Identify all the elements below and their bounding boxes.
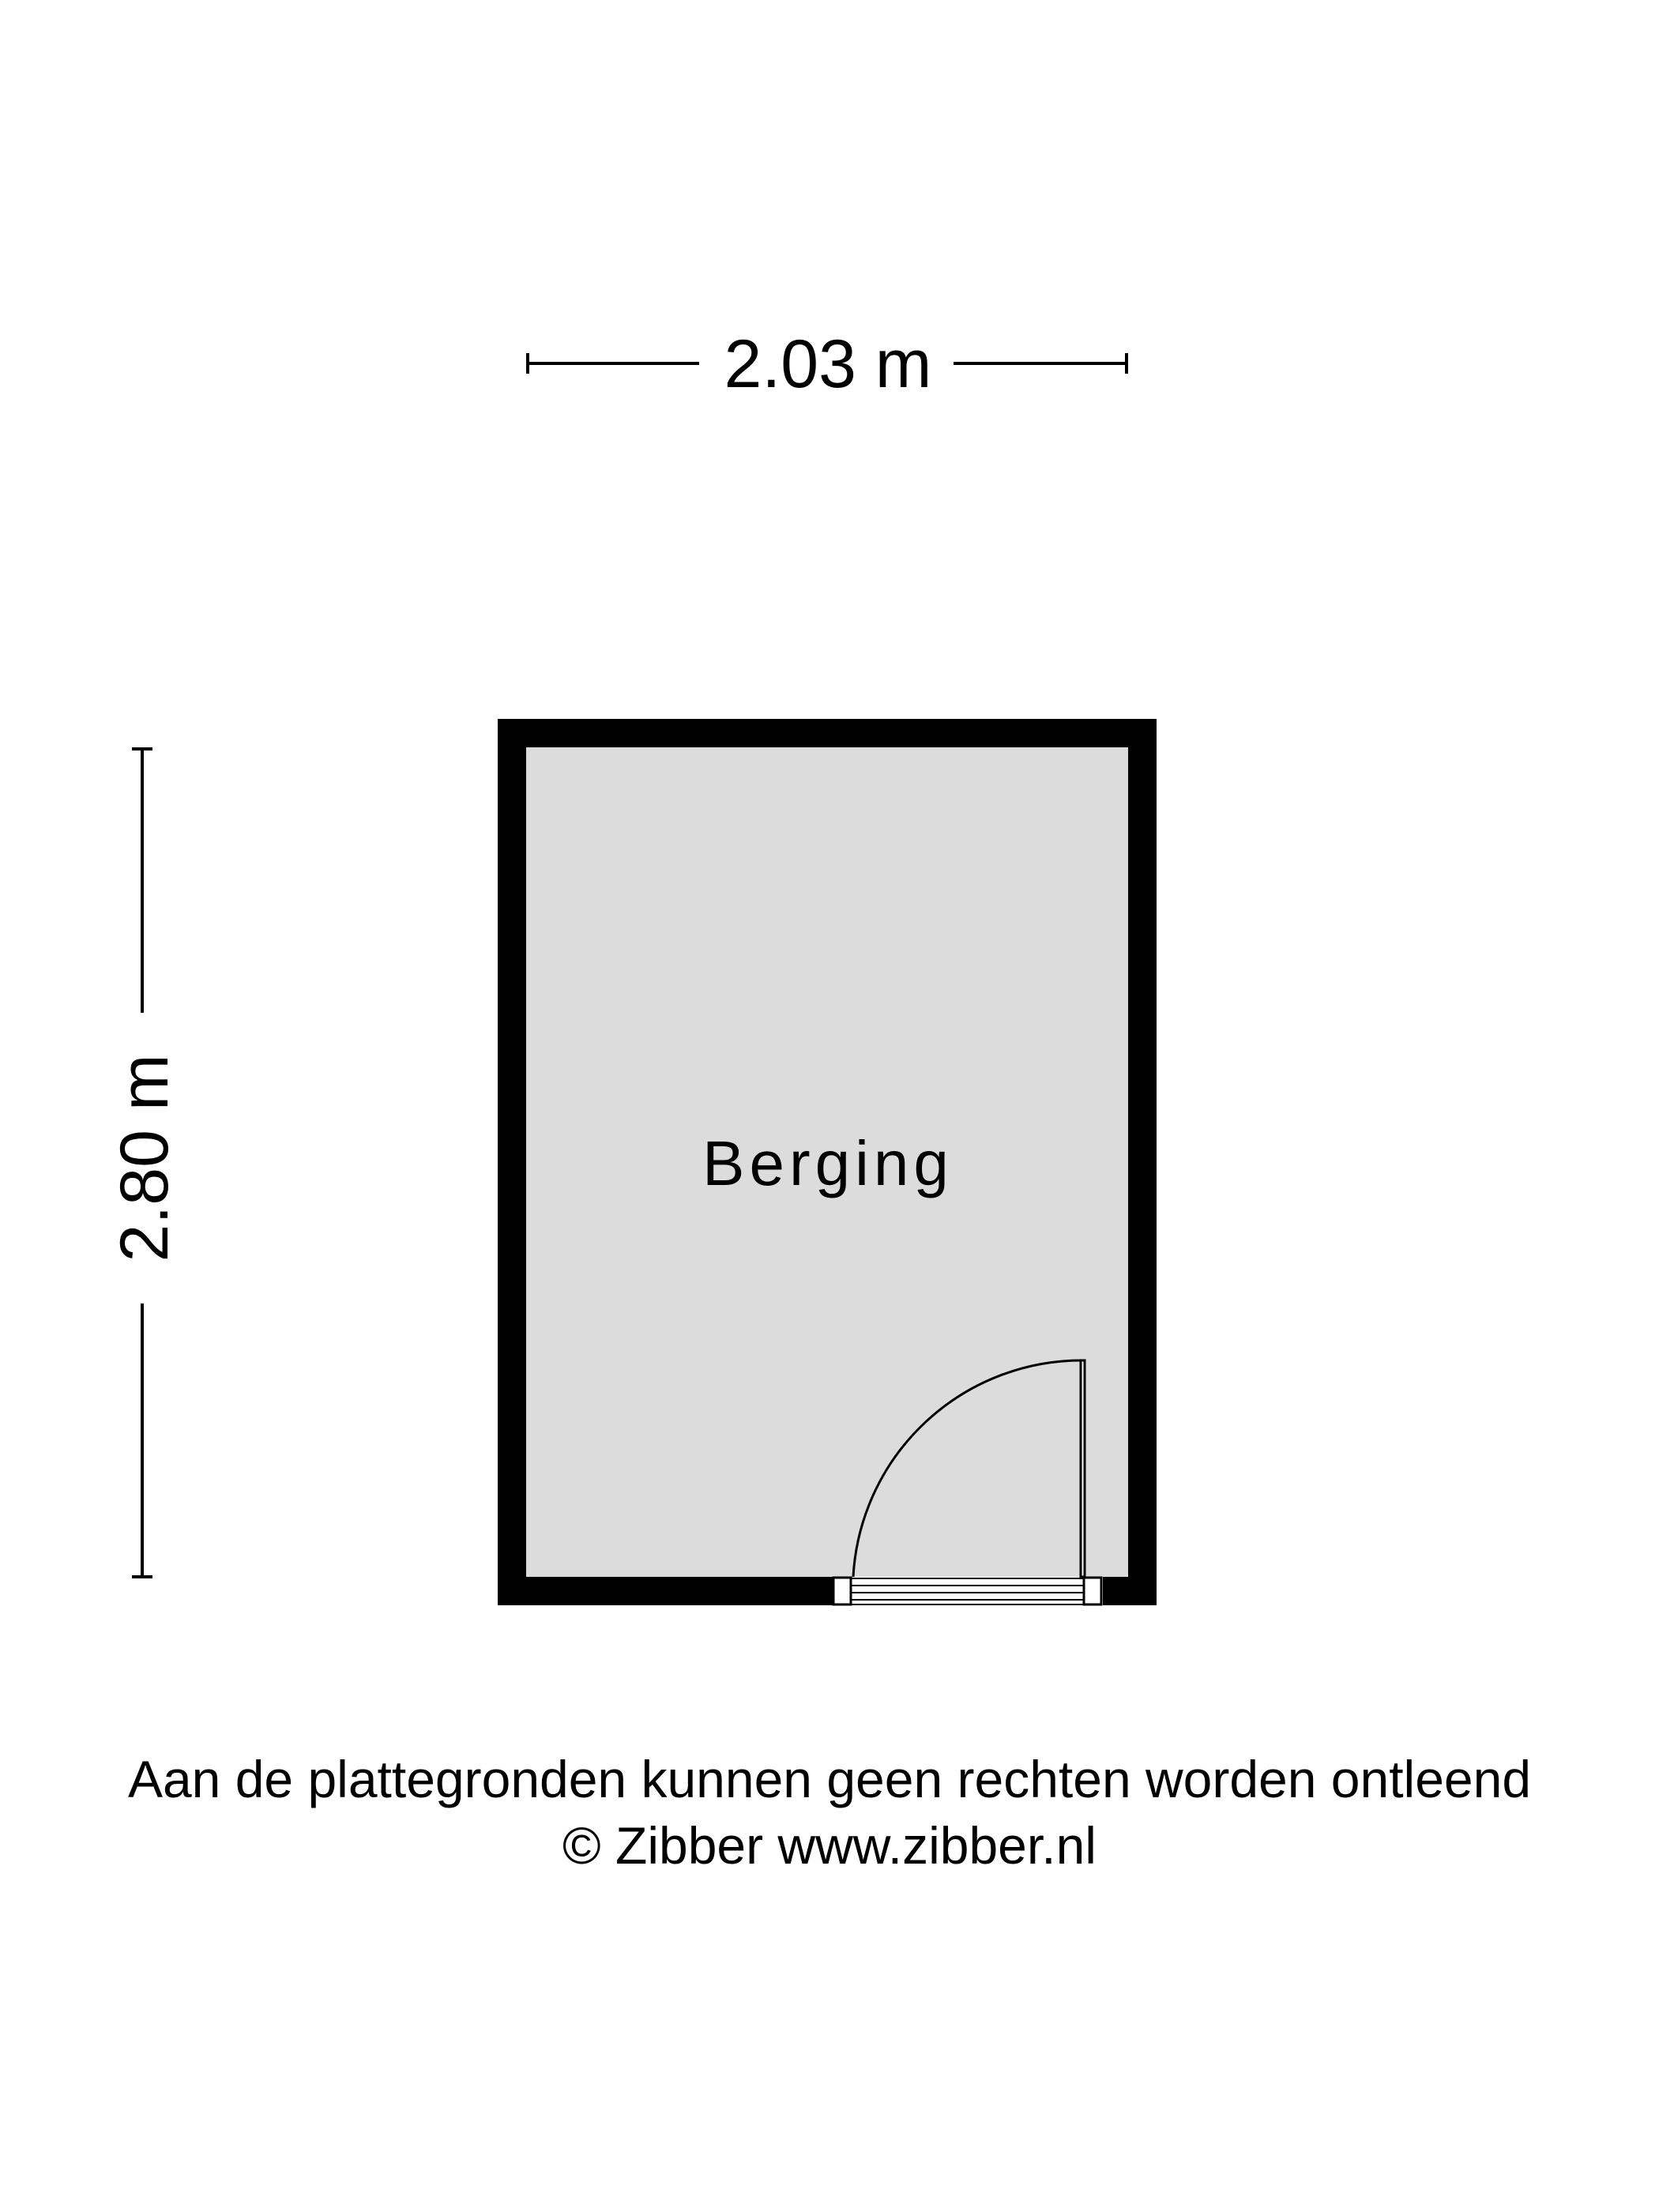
wall-right: [1128, 719, 1157, 1605]
height-dimension: [107, 749, 182, 1577]
width-dimension: [528, 326, 1127, 402]
room-label: Berging: [702, 1128, 954, 1198]
footer: [0, 1746, 1659, 1879]
door-jamb-left: [833, 1578, 851, 1604]
door-threshold: [833, 1577, 1103, 1605]
height-dimension-label: 2.80 m: [107, 1054, 182, 1262]
wall-left: [498, 719, 526, 1605]
wall-bottom-right: [1103, 1577, 1157, 1605]
width-dimension-label: 2.03 m: [724, 326, 932, 402]
door-jamb-right: [1084, 1578, 1101, 1604]
wall-bottom-left: [498, 1577, 833, 1605]
room-berging: [498, 719, 1157, 1605]
footer-copyright: © Zibber www.zibber.nl: [562, 1816, 1097, 1875]
door-leaf: [1081, 1360, 1085, 1577]
wall-top: [498, 719, 1157, 747]
footer-disclaimer: Aan de plattegronden kunnen geen rechten worden ontleend: [127, 1750, 1532, 1808]
